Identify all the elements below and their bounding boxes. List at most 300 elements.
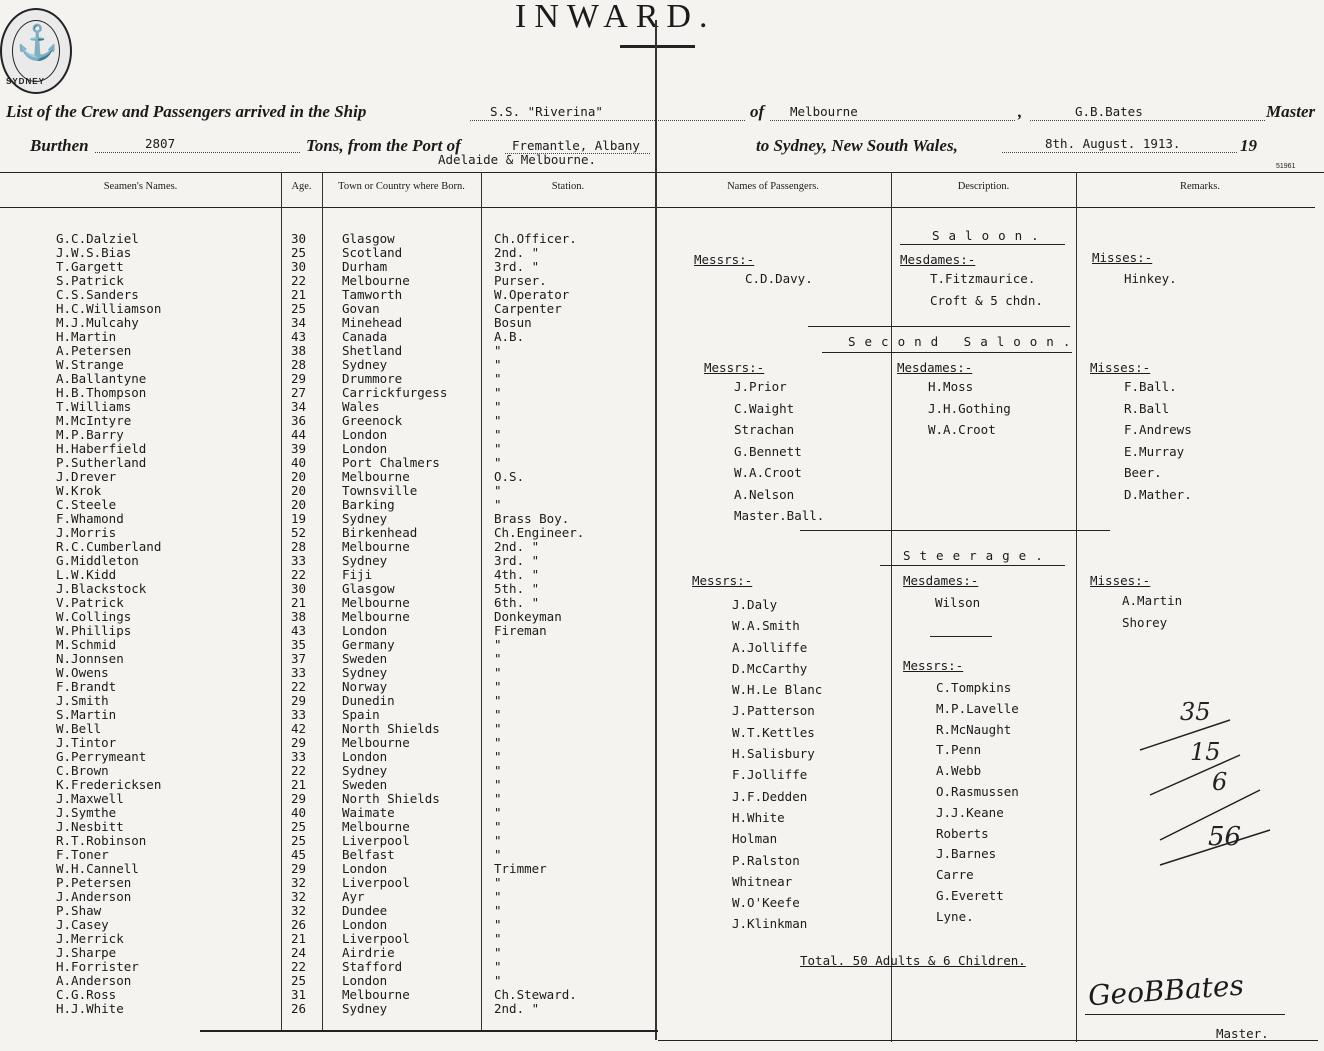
crew-name: P.Petersen xyxy=(56,875,132,890)
crew-age: 25 xyxy=(291,301,307,316)
crew-birthplace: London xyxy=(342,623,388,638)
second-saloon-passenger: W.A.Croot xyxy=(734,465,802,480)
stamp-text: SYDNEY xyxy=(6,77,45,86)
crew-birthplace: Melbourne xyxy=(342,987,410,1002)
steerage-passenger: H.Salisbury xyxy=(732,746,815,762)
crew-birthplace: Greenock xyxy=(342,413,403,428)
anchor-icon: ⚓ xyxy=(16,25,59,62)
master-name: G.B.Bates xyxy=(1075,104,1143,119)
steerage-passenger: T.Penn xyxy=(936,742,982,758)
second-saloon-passenger: W.A.Croot xyxy=(928,422,996,437)
crew-age: 25 xyxy=(291,833,307,848)
crew-station: 3rd. " xyxy=(494,259,540,274)
steerage-passenger: Whitnear xyxy=(732,873,793,889)
crew-birthplace: Carrickfurgess xyxy=(342,385,448,400)
saloon-misses-list xyxy=(1124,268,1177,290)
crew-birthplace: Glasgow xyxy=(342,231,395,246)
col-header-description: Description. xyxy=(957,181,1010,192)
crew-born-column xyxy=(342,232,447,1016)
crew-age: 20 xyxy=(291,469,307,484)
crew-birthplace: Dundee xyxy=(342,903,388,918)
steerage-passenger: Roberts xyxy=(936,825,989,841)
crew-birthplace: Sydney xyxy=(342,1001,388,1016)
crew-birthplace: Drummore xyxy=(342,371,403,386)
passenger-total: Total. 50 Adults & 6 Children. xyxy=(800,953,1026,968)
crew-age: 25 xyxy=(291,245,307,260)
steerage-passenger: J.Daly xyxy=(732,597,778,612)
crew-station: " xyxy=(494,749,502,764)
crew-station: " xyxy=(494,399,502,414)
crew-name: P.Sutherland xyxy=(56,455,147,470)
burthen-tons: 2807 xyxy=(145,136,176,151)
crew-age: 52 xyxy=(291,525,307,540)
crew-age: 32 xyxy=(291,903,307,918)
crew-birthplace: London xyxy=(342,749,388,764)
crew-name: P.Shaw xyxy=(56,903,102,918)
crew-names-column xyxy=(56,232,161,1016)
col-divider-passengers xyxy=(655,20,657,1040)
crew-birthplace: London xyxy=(342,427,388,442)
crew-station: " xyxy=(494,455,502,470)
steerage-misses-label: Misses:- xyxy=(1090,573,1151,588)
crew-age: 33 xyxy=(291,707,307,722)
col-header-born: Town or Country where Born. xyxy=(338,181,465,192)
col-divider-description xyxy=(891,172,892,1042)
crew-name: K.Fredericksen xyxy=(56,777,162,792)
crew-station: " xyxy=(494,413,502,428)
crew-age: 25 xyxy=(291,973,307,988)
crew-birthplace: Tamworth xyxy=(342,287,403,302)
saloon-passenger: Croft & 5 chdn. xyxy=(930,292,1043,308)
tons-from-label: Tons, from the Port of xyxy=(306,136,461,155)
col-divider-age xyxy=(281,172,282,1032)
crew-name: J.Morris xyxy=(56,525,117,540)
to-sydney-label: to Sydney, New South Wales, xyxy=(756,136,958,155)
steerage-passenger: W.H.Le Blanc xyxy=(732,682,823,698)
crew-birthplace: Melbourne xyxy=(342,819,410,834)
steerage-passenger: Holman xyxy=(732,831,778,847)
crew-station: " xyxy=(494,847,502,862)
crew-station: " xyxy=(494,707,502,722)
crew-name: G.Middleton xyxy=(56,553,139,568)
steerage-passenger: J.Patterson xyxy=(732,703,815,719)
saloon-mesdames-label: Mesdames:- xyxy=(900,252,976,267)
crew-birthplace: Port Chalmers xyxy=(342,455,440,470)
steerage-passenger: Shorey xyxy=(1122,614,1168,630)
crew-name: M.J.Mulcahy xyxy=(56,315,139,330)
crew-birthplace: Sweden xyxy=(342,651,388,666)
crew-birthplace: London xyxy=(342,973,388,988)
steerage-passenger: Wilson xyxy=(935,595,981,610)
crew-station: 6th. " xyxy=(494,595,540,610)
year-label: 19 xyxy=(1240,136,1257,155)
second-saloon-passenger: Beer. xyxy=(1124,465,1162,480)
crew-name: C.G.Ross xyxy=(56,987,117,1002)
steerage-passenger: D.McCarthy xyxy=(732,660,808,676)
crew-name: W.Bell xyxy=(56,721,102,736)
steerage-passenger: G.Everett xyxy=(936,887,1004,903)
crew-age: 34 xyxy=(291,315,307,330)
crew-name: H.Martin xyxy=(56,329,117,344)
crew-age: 35 xyxy=(291,637,307,652)
crew-name: T.Gargett xyxy=(56,259,124,274)
crew-age: 43 xyxy=(291,623,307,638)
crew-birthplace: Sydney xyxy=(342,763,388,778)
crew-station: Ch.Steward. xyxy=(494,987,577,1002)
crew-station: Fireman xyxy=(494,623,547,638)
second-saloon-passenger: F.Ball. xyxy=(1124,379,1177,394)
crew-name: M.P.Barry xyxy=(56,427,124,442)
crew-station: " xyxy=(494,833,502,848)
crew-station: " xyxy=(494,693,502,708)
crew-birthplace: Melbourne xyxy=(342,735,410,750)
master-footer-label: Master. xyxy=(1216,1026,1269,1041)
crew-station: 2nd. " xyxy=(494,1001,540,1016)
crew-station: A.B. xyxy=(494,329,525,344)
crew-birthplace: Durham xyxy=(342,259,388,274)
crew-ages-column xyxy=(291,232,306,1016)
crew-age: 28 xyxy=(291,357,307,372)
crew-age: 43 xyxy=(291,329,307,344)
crew-name: N.Jonnsen xyxy=(56,651,124,666)
crew-age: 44 xyxy=(291,427,307,442)
crew-birthplace: Townsville xyxy=(342,483,418,498)
crew-birthplace: Canada xyxy=(342,329,388,344)
crew-age: 20 xyxy=(291,497,307,512)
crew-name: F.Whamond xyxy=(56,511,124,526)
saloon-misses-label: Misses:- xyxy=(1092,250,1153,265)
crew-name: J.Nesbitt xyxy=(56,819,124,834)
col-header-remarks: Remarks. xyxy=(1180,181,1220,192)
saloon-messrs-list xyxy=(745,268,813,290)
crew-station: O.S. xyxy=(494,469,525,484)
second-saloon-passenger: C.Waight xyxy=(734,400,795,416)
crew-station: " xyxy=(494,819,502,834)
crew-name: R.T.Robinson xyxy=(56,833,147,848)
crew-birthplace: Spain xyxy=(342,707,380,722)
col-divider-born xyxy=(322,172,323,1032)
crew-name: G.C.Dalziel xyxy=(56,231,139,246)
crew-name: J.Symthe xyxy=(56,805,117,820)
crew-name: J.Merrick xyxy=(56,931,124,946)
crew-birthplace: Barking xyxy=(342,497,395,512)
steerage-misses-list xyxy=(1122,590,1182,633)
steerage-passenger: Lyne. xyxy=(936,908,974,924)
crew-station: " xyxy=(494,665,502,680)
steerage-mesdames-rule xyxy=(930,636,992,637)
crew-age: 26 xyxy=(291,917,307,932)
steerage-passenger: P.Ralston xyxy=(732,852,800,868)
crew-age: 40 xyxy=(291,455,307,470)
crew-age: 25 xyxy=(291,819,307,834)
steerage-mesdames-label: Mesdames:- xyxy=(903,573,979,588)
crew-age: 29 xyxy=(291,791,307,806)
crew-birthplace: London xyxy=(342,861,388,876)
second-saloon-end-rule xyxy=(800,530,1110,531)
port-of-registry: Melbourne xyxy=(790,104,858,119)
col-header-passengers: Names of Passengers. xyxy=(727,181,819,192)
saloon-heading-underline xyxy=(900,244,1065,245)
crew-name: H.J.White xyxy=(56,1001,124,1016)
crew-name: C.Steele xyxy=(56,497,117,512)
second-saloon-heading: Second Saloon. xyxy=(848,334,1080,349)
steerage-passenger: A.Webb xyxy=(936,763,982,779)
crew-age: 19 xyxy=(291,511,307,526)
col-divider-station xyxy=(481,172,482,1032)
crew-birthplace: London xyxy=(342,917,388,932)
saloon-passenger: Hinkey. xyxy=(1124,271,1177,286)
second-saloon-underline xyxy=(822,352,1072,353)
crew-age: 20 xyxy=(291,483,307,498)
steerage-passenger: W.O'Keefe xyxy=(732,895,800,911)
crew-age: 38 xyxy=(291,609,307,624)
crew-station: Donkeyman xyxy=(494,609,562,624)
crew-age: 21 xyxy=(291,287,307,302)
date-dots xyxy=(1002,152,1237,153)
crew-birthplace: Dunedin xyxy=(342,693,395,708)
crew-station: " xyxy=(494,791,502,806)
crew-age: 32 xyxy=(291,875,307,890)
crew-name: H.C.Williamson xyxy=(56,301,162,316)
steerage-messrs2-label: Messrs:- xyxy=(903,658,964,673)
header-top-rule xyxy=(0,172,1324,173)
crew-station: Purser. xyxy=(494,273,547,288)
crew-station: Trimmer xyxy=(494,861,547,876)
crew-birthplace: Minehead xyxy=(342,315,403,330)
crew-name: R.C.Cumberland xyxy=(56,539,162,554)
crew-birthplace: Sydney xyxy=(342,553,388,568)
second-mesdames-list xyxy=(928,376,1011,441)
steerage-passenger: J.J.Keane xyxy=(936,804,1004,820)
crew-station: " xyxy=(494,931,502,946)
tally-35: 35 xyxy=(1180,698,1211,726)
crew-age: 45 xyxy=(291,847,307,862)
crew-station: Ch.Officer. xyxy=(494,231,577,246)
crew-station: " xyxy=(494,721,502,736)
crew-birthplace: Melbourne xyxy=(342,609,410,624)
crew-station: " xyxy=(494,637,502,652)
of-label: of xyxy=(750,102,765,121)
crew-name: W.Phillips xyxy=(56,623,132,638)
second-saloon-passenger: G.Bennett xyxy=(734,443,802,459)
crew-birthplace: Fiji xyxy=(342,567,373,582)
crew-name: A.Anderson xyxy=(56,973,132,988)
crew-name: A.Petersen xyxy=(56,343,132,358)
crew-birthplace: Ayr xyxy=(342,889,365,904)
crew-age: 22 xyxy=(291,959,307,974)
crew-station: " xyxy=(494,371,502,386)
crew-station: " xyxy=(494,735,502,750)
crew-age: 22 xyxy=(291,567,307,582)
page-title: INWARD. xyxy=(515,0,716,35)
port-dots xyxy=(770,120,1015,121)
crew-station: " xyxy=(494,763,502,778)
crew-age: 36 xyxy=(291,413,307,428)
tally-15: 15 xyxy=(1190,738,1221,766)
crew-age: 22 xyxy=(291,273,307,288)
col-header-age: Age. xyxy=(291,181,312,192)
second-saloon-passenger: J.H.Gothing xyxy=(928,400,1011,416)
crew-station: Ch.Engineer. xyxy=(494,525,585,540)
crew-station: " xyxy=(494,357,502,372)
crew-station: 3rd. " xyxy=(494,553,540,568)
crew-station-column xyxy=(494,232,584,1016)
crew-age: 21 xyxy=(291,777,307,792)
steerage-messrs2-list xyxy=(936,678,1019,928)
crew-birthplace: Glasgow xyxy=(342,581,395,596)
crew-station: " xyxy=(494,385,502,400)
crew-station: 4th. " xyxy=(494,567,540,582)
saloon-end-rule xyxy=(808,326,1070,327)
crew-name: W.Collings xyxy=(56,609,132,624)
crew-name: J.Blackstock xyxy=(56,581,147,596)
steerage-passenger: F.Jolliffe xyxy=(732,767,808,783)
list-heading-text: List of the Crew and Passengers arrived in the Ship xyxy=(6,102,367,121)
crew-name: H.Forrister xyxy=(56,959,139,974)
crew-name: H.B.Thompson xyxy=(56,385,147,400)
crew-age: 30 xyxy=(291,581,307,596)
crew-age: 29 xyxy=(291,371,307,386)
crew-birthplace: Liverpool xyxy=(342,875,410,890)
crew-station: Bosun xyxy=(494,315,532,330)
steerage-passenger: H.White xyxy=(732,809,785,825)
steerage-passenger: M.P.Lavelle xyxy=(936,700,1019,716)
crew-station: Brass Boy. xyxy=(494,511,570,526)
crew-birthplace: Waimate xyxy=(342,805,395,820)
second-saloon-passenger: H.Moss xyxy=(928,379,974,394)
crew-birthplace: Govan xyxy=(342,301,380,316)
ship-dots xyxy=(470,120,745,121)
crew-birthplace: Melbourne xyxy=(342,595,410,610)
steerage-passenger: J.F.Dedden xyxy=(732,788,808,804)
crew-age: 29 xyxy=(291,693,307,708)
from-port-2: Adelaide & Melbourne. xyxy=(438,152,597,167)
col-divider-remarks xyxy=(1076,172,1077,1042)
title-underline xyxy=(620,45,695,48)
crew-name: S.Patrick xyxy=(56,273,124,288)
crew-name: T.Williams xyxy=(56,399,132,414)
crew-name: C.Brown xyxy=(56,763,109,778)
crew-station: 2nd. " xyxy=(494,245,540,260)
crew-station: 5th. " xyxy=(494,581,540,596)
steerage-mesdames-list xyxy=(935,592,980,614)
saloon-messrs-label: Messrs:- xyxy=(694,252,755,267)
crew-birthplace: Melbourne xyxy=(342,469,410,484)
crew-station: " xyxy=(494,805,502,820)
master-label: Master xyxy=(1266,102,1316,121)
crew-name: G.Perrymeant xyxy=(56,749,147,764)
crew-name: J.Maxwell xyxy=(56,791,124,806)
crew-age: 26 xyxy=(291,1001,307,1016)
crew-age: 40 xyxy=(291,805,307,820)
second-saloon-passenger: A.Nelson xyxy=(734,486,795,502)
crew-name: V.Patrick xyxy=(56,595,124,610)
col-header-seamen: Seamen's Names. xyxy=(103,181,178,192)
crew-birthplace: Stafford xyxy=(342,959,403,974)
crew-station: " xyxy=(494,679,502,694)
crew-station: " xyxy=(494,427,502,442)
port-stamp xyxy=(0,8,72,94)
crew-name: J.Tintor xyxy=(56,735,117,750)
crew-station: " xyxy=(494,651,502,666)
saloon-passenger: T.Fitzmaurice. xyxy=(930,271,1036,286)
crew-station: " xyxy=(494,875,502,890)
crew-birthplace: Birkenhead xyxy=(342,525,418,540)
second-mesdames-label: Mesdames:- xyxy=(897,360,973,375)
crew-birthplace: Sydney xyxy=(342,357,388,372)
arrival-date: 8th. August. 1913. xyxy=(1045,136,1181,151)
crew-age: 33 xyxy=(291,749,307,764)
second-saloon-passenger: D.Mather. xyxy=(1124,486,1192,502)
second-saloon-passenger: Master.Ball. xyxy=(734,508,825,523)
steerage-underline xyxy=(880,565,1065,566)
crew-station: " xyxy=(494,483,502,498)
crew-name: S.Martin xyxy=(56,707,117,722)
second-misses-list xyxy=(1124,376,1192,505)
tally-marks xyxy=(1120,680,1300,870)
crew-birthplace: London xyxy=(342,441,388,456)
saloon-mesdames-list xyxy=(930,268,1043,311)
ship-name: S.S. "Riverina" xyxy=(490,104,603,119)
crew-age: 38 xyxy=(291,343,307,358)
steerage-passenger: W.T.Kettles xyxy=(732,724,815,740)
crew-age: 22 xyxy=(291,763,307,778)
crew-age: 39 xyxy=(291,441,307,456)
second-messrs-label: Messrs:- xyxy=(704,360,765,375)
crew-birthplace: Sweden xyxy=(342,777,388,792)
crew-age: 30 xyxy=(291,259,307,274)
crew-name: W.H.Cannell xyxy=(56,861,139,876)
signature-text: GeoBBates xyxy=(1087,968,1245,1013)
crew-name: M.McIntyre xyxy=(56,413,132,428)
crew-station: " xyxy=(494,945,502,960)
crew-age: 34 xyxy=(291,399,307,414)
crew-name: J.Smith xyxy=(56,693,109,708)
steerage-passenger: O.Rasmussen xyxy=(936,783,1019,799)
from-port: Fremantle, Albany xyxy=(512,138,640,153)
second-misses-label: Misses:- xyxy=(1090,360,1151,375)
crew-station: " xyxy=(494,889,502,904)
crew-birthplace: Norway xyxy=(342,679,388,694)
crew-name: W.Strange xyxy=(56,357,124,372)
steerage-passenger: A.Martin xyxy=(1122,593,1183,608)
crew-station: " xyxy=(494,959,502,974)
crew-name: J.Casey xyxy=(56,917,109,932)
crew-birthplace: North Shields xyxy=(342,791,440,806)
crew-birthplace: Belfast xyxy=(342,847,395,862)
tally-56: 56 xyxy=(1208,822,1242,852)
crew-age: 37 xyxy=(291,651,307,666)
steerage-passenger: C.Tompkins xyxy=(936,680,1012,695)
crew-birthplace: Melbourne xyxy=(342,539,410,554)
burthen-label: Burthen xyxy=(30,136,89,155)
crew-station: " xyxy=(494,777,502,792)
saloon-heading: Saloon. xyxy=(932,228,1048,243)
crew-birthplace: Liverpool xyxy=(342,931,410,946)
crew-name: J.W.S.Bias xyxy=(56,245,132,260)
crew-name: F.Toner xyxy=(56,847,109,862)
crew-birthplace: Liverpool xyxy=(342,833,410,848)
crew-age: 32 xyxy=(291,889,307,904)
crew-age: 29 xyxy=(291,861,307,876)
steerage-messrs-list xyxy=(732,594,822,935)
crew-birthplace: Germany xyxy=(342,637,395,652)
crew-age: 30 xyxy=(291,231,307,246)
crew-age: 33 xyxy=(291,553,307,568)
steerage-messrs-label: Messrs:- xyxy=(692,573,753,588)
crew-name: L.W.Kidd xyxy=(56,567,117,582)
steerage-heading: Steerage. xyxy=(903,548,1052,563)
